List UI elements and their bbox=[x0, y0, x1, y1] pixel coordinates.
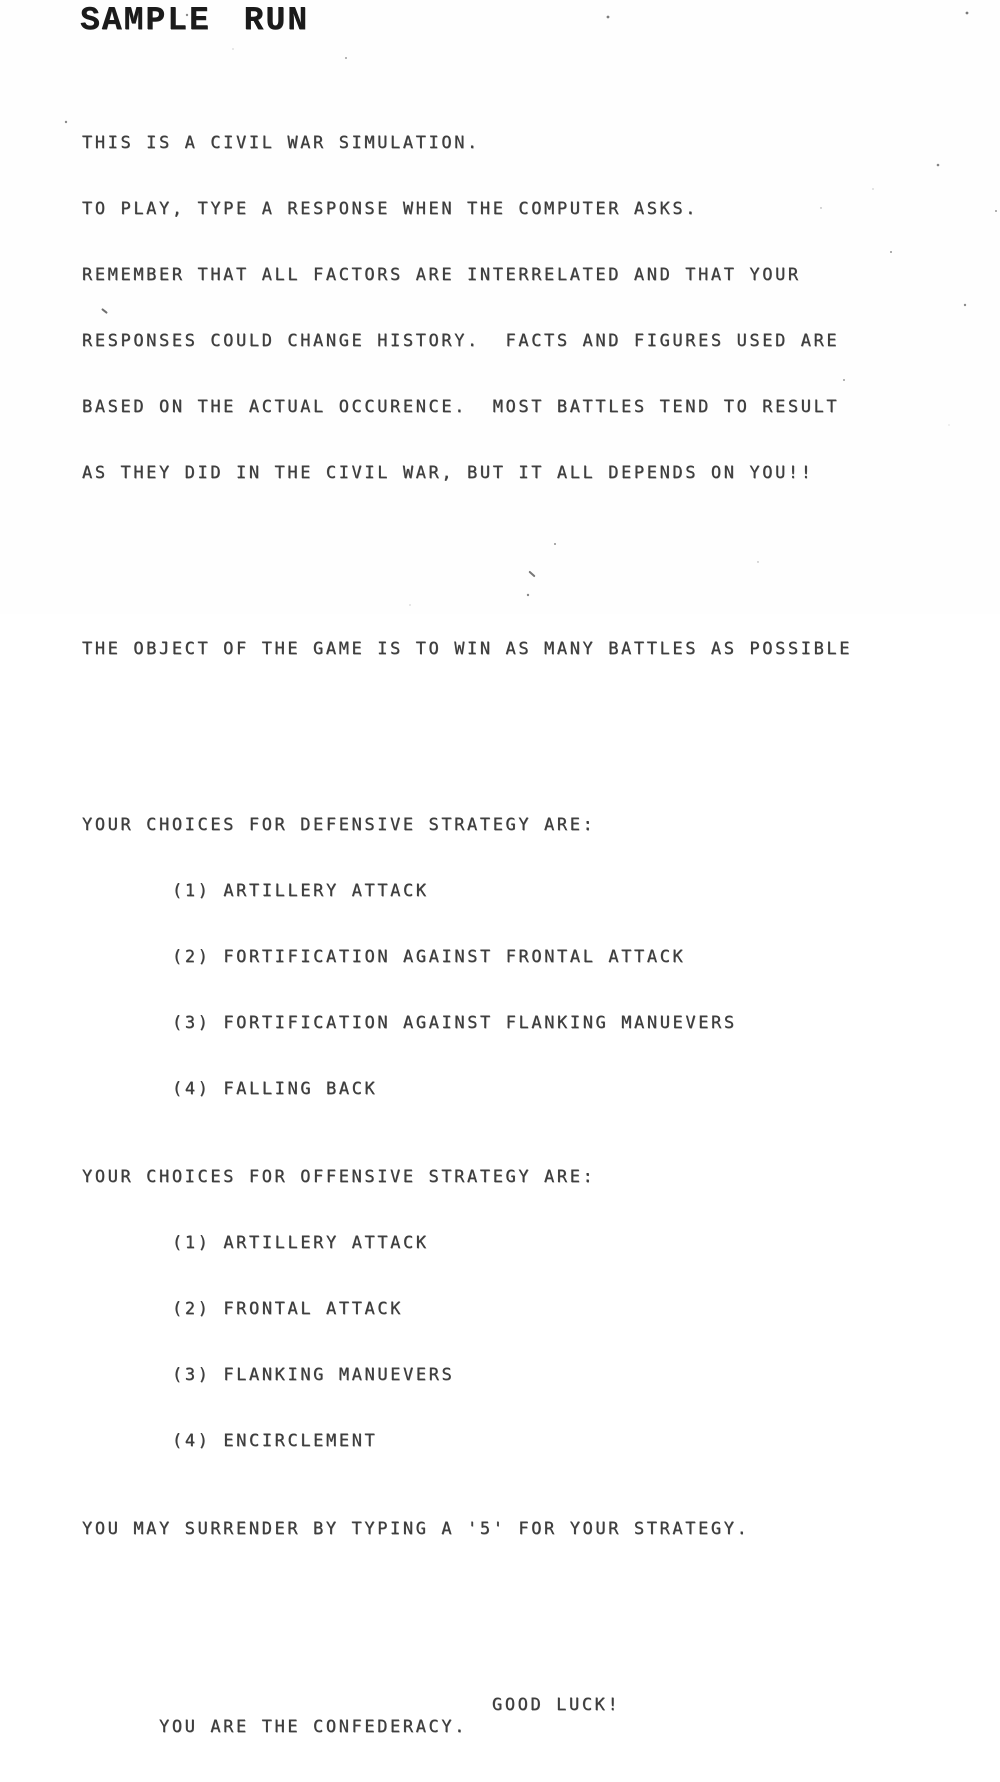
defensive-option-1: (1) ARTILLERY ATTACK bbox=[172, 881, 429, 901]
intro-line-4: RESPONSES COULD CHANGE HISTORY. FACTS AND FIGURES USED ARE bbox=[82, 331, 840, 351]
offensive-option-3: (3) FLANKING MANUEVERS bbox=[172, 1365, 455, 1385]
defensive-option-3: (3) FORTIFICATION AGAINST FLANKING MANUEVERS bbox=[172, 1013, 737, 1033]
offensive-option-2: (2) FRONTAL ATTACK bbox=[172, 1299, 404, 1319]
intro-line-5: BASED ON THE ACTUAL OCCURENCE. MOST BATTLES TEND TO RESULT bbox=[82, 397, 840, 417]
surrender-line: YOU MAY SURRENDER BY TYPING A '5' FOR YOUR STRATEGY. bbox=[82, 1519, 750, 1539]
intro-line-1: THIS IS A CIVIL WAR SIMULATION. bbox=[82, 133, 480, 153]
blank-line bbox=[82, 726, 852, 748]
objective-line: THE OBJECT OF THE GAME IS TO WIN AS MANY BATTLES AS POSSIBLE bbox=[82, 639, 853, 659]
intro-line-3: REMEMBER THAT ALL FACTORS ARE INTERRELATED AND THAT YOUR bbox=[82, 265, 801, 285]
good-luck-text: GOOD LUCK! bbox=[492, 1695, 621, 1715]
defensive-option-2: (2) FORTIFICATION AGAINST FRONTAL ATTACK bbox=[172, 947, 686, 967]
program-printout bbox=[82, 88, 852, 1760]
offensive-option-1: (1) ARTILLERY ATTACK bbox=[172, 1233, 429, 1253]
offensive-option-4: (4) ENCIRCLEMENT bbox=[172, 1431, 378, 1451]
offensive-strategy-header: YOUR CHOICES FOR OFFENSIVE STRATEGY ARE: bbox=[82, 1167, 596, 1187]
defensive-strategy-header: YOUR CHOICES FOR DEFENSIVE STRATEGY ARE: bbox=[82, 815, 596, 835]
scan-noise-speckles bbox=[0, 0, 2, 2]
blank-line bbox=[82, 1606, 852, 1628]
page-title: SAMPLE RUN bbox=[80, 2, 310, 39]
defensive-option-4: (4) FALLING BACK bbox=[172, 1079, 378, 1099]
blank-line bbox=[82, 550, 852, 572]
side-assignment-text: YOU ARE THE CONFEDERACY. bbox=[159, 1717, 468, 1737]
footer-line bbox=[82, 1694, 852, 1737]
intro-line-2: TO PLAY, TYPE A RESPONSE WHEN THE COMPUTER ASKS. bbox=[82, 199, 699, 219]
intro-line-6: AS THEY DID IN THE CIVIL WAR, BUT IT ALL DEPENDS ON YOU!! bbox=[82, 463, 814, 483]
